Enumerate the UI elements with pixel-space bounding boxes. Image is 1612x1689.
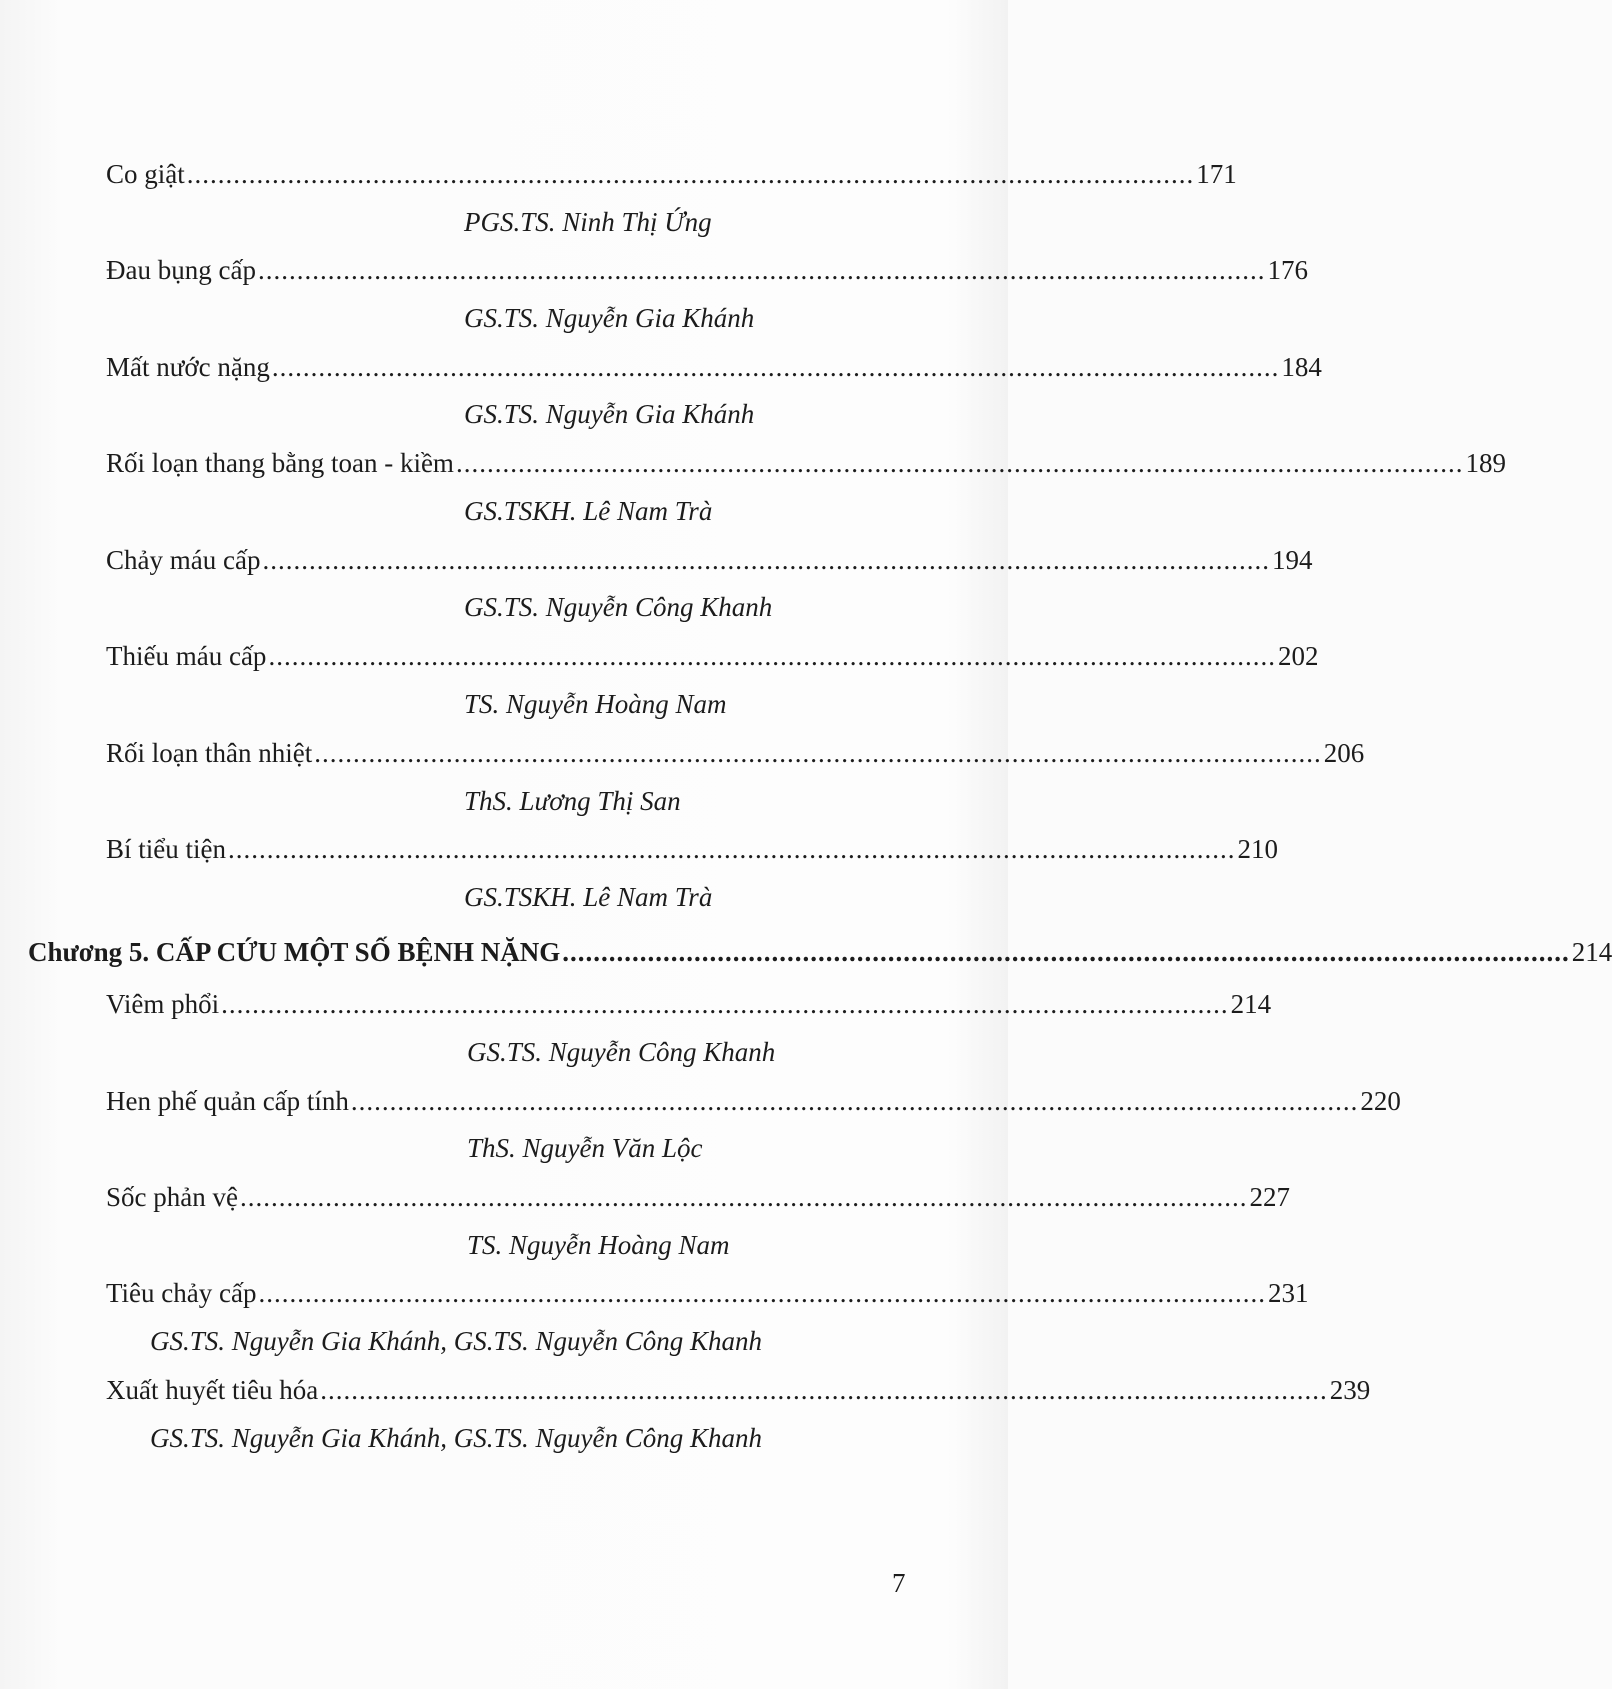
chapter-title: Chương 5. CẤP CỨU MỘT SỐ BỆNH NẶNG xyxy=(28,937,561,967)
entry-author: PGS.TS. Ninh Thị Ứng xyxy=(464,207,712,237)
toc-entry xyxy=(106,1180,1290,1214)
entry-title: Rối loạn thang bằng toan - kiềm xyxy=(106,448,454,478)
leader-dots: .................................................................................................................................. xyxy=(350,1086,1359,1116)
toc-entry xyxy=(106,350,1322,384)
toc-entry xyxy=(106,832,1278,866)
entry-page: 171 xyxy=(1196,159,1237,189)
entry-title: Chảy máu cấp xyxy=(106,545,261,575)
entry-title: Mất nước nặng xyxy=(106,352,270,382)
leader-dots: .................................................................................................................................. xyxy=(271,352,1280,382)
leader-dots: .................................................................................................................................. xyxy=(221,989,1229,1019)
chapter-heading xyxy=(28,935,1612,969)
toc-entry xyxy=(106,736,1365,770)
leader-dots: .................................................................................................................................. xyxy=(262,545,1270,575)
page-number: 7 xyxy=(892,1568,906,1598)
entry-author: TS. Nguyễn Hoàng Nam xyxy=(464,689,727,719)
entry-author: ThS. Nguyễn Văn Lộc xyxy=(467,1133,703,1163)
entry-author: GS.TS. Nguyễn Công Khanh xyxy=(467,1037,776,1067)
entry-page: 214 xyxy=(1230,989,1272,1019)
leader-dots: .................................................................................................................................. xyxy=(186,159,1195,189)
toc-entry xyxy=(106,1084,1401,1118)
entry-title: Thiếu máu cấp xyxy=(106,641,267,671)
entry-title: Co giật xyxy=(106,159,185,189)
entry-title: Bí tiểu tiện xyxy=(106,834,226,864)
entry-page: 231 xyxy=(1267,1278,1309,1308)
entry-page: 194 xyxy=(1271,545,1313,575)
toc-entry xyxy=(106,157,1237,191)
entry-title: Hen phế quản cấp tính xyxy=(106,1086,349,1116)
leader-dots: .................................................................................................................................. xyxy=(227,834,1236,864)
entry-author: GS.TSKH. Lê Nam Trà xyxy=(464,882,713,912)
toc-entry xyxy=(106,543,1313,577)
entry-author: GS.TSKH. Lê Nam Trà xyxy=(464,496,713,526)
entry-page: 184 xyxy=(1281,352,1322,382)
leader-dots: .................................................................................................................................. xyxy=(257,255,1266,285)
leader-dots: .................................................................................................................................. xyxy=(268,641,1276,671)
toc-entry xyxy=(106,1373,1371,1407)
entry-page: 210 xyxy=(1237,834,1278,864)
leader-dots: .................................................................................................................................. xyxy=(562,937,1570,967)
entry-page: 189 xyxy=(1465,448,1506,478)
entry-title: Đau bụng cấp xyxy=(106,255,256,285)
chapter-page: 214 xyxy=(1571,937,1612,967)
entry-author: TS. Nguyễn Hoàng Nam xyxy=(467,1230,730,1260)
entry-page: 239 xyxy=(1329,1375,1371,1405)
entry-title: Tiêu chảy cấp xyxy=(106,1278,257,1308)
entry-page: 206 xyxy=(1323,738,1365,768)
entry-author: GS.TS. Nguyễn Gia Khánh, GS.TS. Nguyễn Công Khanh xyxy=(150,1326,763,1356)
leader-dots: .................................................................................................................................. xyxy=(320,1375,1328,1405)
entry-author: GS.TS. Nguyễn Gia Khánh xyxy=(464,303,755,333)
entry-page: 176 xyxy=(1267,255,1308,285)
leader-dots: .................................................................................................................................. xyxy=(258,1278,1266,1308)
leader-dots: .................................................................................................................................. xyxy=(455,448,1464,478)
entry-author: GS.TS. Nguyễn Gia Khánh, GS.TS. Nguyễn Công Khanh xyxy=(150,1423,763,1453)
entry-author: ThS. Lương Thị San xyxy=(464,786,681,816)
entry-author: GS.TS. Nguyễn Công Khanh xyxy=(464,592,773,622)
entry-title: Sốc phản vệ xyxy=(106,1182,238,1212)
entry-page: 202 xyxy=(1277,641,1319,671)
entry-title: Viêm phổi xyxy=(106,989,220,1019)
toc-entry xyxy=(106,1276,1309,1310)
entry-title: Xuất huyết tiêu hóa xyxy=(106,1375,319,1405)
entry-author: GS.TS. Nguyễn Gia Khánh xyxy=(464,399,755,429)
toc-entry xyxy=(106,987,1272,1021)
entry-title: Rối loạn thân nhiệt xyxy=(106,738,313,768)
entry-page: 220 xyxy=(1360,1086,1401,1116)
toc-entry xyxy=(106,446,1506,480)
entry-page: 227 xyxy=(1249,1182,1290,1212)
toc-entry xyxy=(106,639,1319,673)
leader-dots: .................................................................................................................................. xyxy=(239,1182,1248,1212)
leader-dots: .................................................................................................................................. xyxy=(314,738,1322,768)
toc-entry xyxy=(106,253,1308,287)
